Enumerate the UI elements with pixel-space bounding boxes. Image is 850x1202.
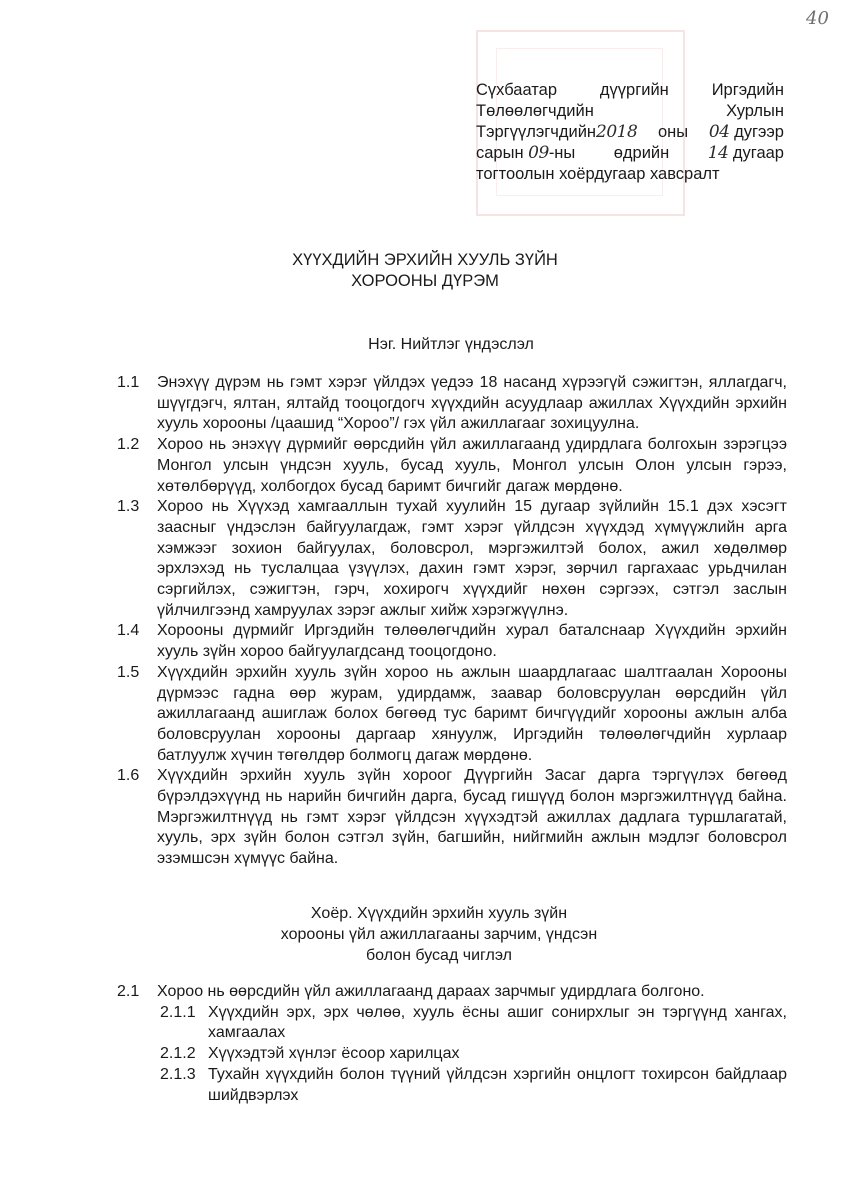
clause-1-3: 1.3 Хороо нь Хүүхэд хамгааллын тухай хуулийн 15 дугаар зүйлийн 15.1 дэх хэсэгт заасныг үндэслэн байгуулагдаж, гэмт хэрэг үйлдсэн хүүхдэд хүмүүжлийн арга хэмжээг зохион байгуулах, боловсрол, мэргэжилтэй болох, ажил хөдөлмөр эрхлэхэд нь туслалцаа үзүүлэх, дахин гэмт хэрэг, зөрчил гаргахаас урьдчилан сэргийлэх, сэжигтэн, гэрч, хохирогч хүүхдийг нөхөн сэргээх, сэтгэл заслын үйлчилгээнд хамруулах зэрэг ажлыг хийж хэрэгжүүлнэ. — [117, 498, 787, 619]
handwritten-day: 14 — [707, 143, 729, 163]
clause-1-5: 1.5 Хүүхдийн эрхийн хууль зүйн хороо нь ажлын шаардлагаас шалтгаалан Хорооны дүрмээс гадна өөр журам, удирдамж, заавар боловсруулан өөрсдийн үйл ажиллагаанд ашиглаж болох бөгөөд тус баримт бичгүүдийг хорооны ажлын алба боловсруулан хорооны даргаар хянуулж, Иргэдийн төлөөлөгчдийн хурлаар батлуулж хүчин төгөлдөр болмогц дагаж мөрдөнө. — [117, 663, 787, 764]
clause-1-6: 1.6 Хүүхдийн эрхийн хууль зүйн хороог Дүүргийн Засаг дарга тэргүүлэх бөгөөд бүрэлдэхүүнд нь нарийн бичгийн дарга, бусад гишүүд болон мэргэжилтнүүд байна. Мэргэжилтнүүд нь гэмт хэрэг үйлдсэн хүүхэдтэй ажиллах дадлага туршлагатай, хууль, эрх зүйн болон сэтгэл зүйн, багшийн, нийгмийн ажлын мэдлэг боловсрол эзэмшсэн хүмүүс байна. — [117, 767, 787, 868]
header-line-3: Тэргүүлэгчдийн2018 оны 04 дугээр — [476, 122, 784, 142]
section-2-title: Хоёр. Хүүхдийн эрхийн хууль зүйн хорооны үйл ажиллагааны зарчим, үндсэн болон бусад чиглэл — [280, 905, 598, 964]
header-line-2: Төлөөлөгчдийн Хурлын — [476, 102, 784, 120]
header-line-4: сарын 09-ны өдрийн 14 дугаар — [476, 143, 784, 163]
document-title: ХҮҮХДИЙН ЭРХИЙН ХУУЛЬ ЗҮЙН ХОРООНЫ ДҮРЭМ — [292, 251, 558, 290]
page-number: 40 — [806, 8, 829, 29]
section-2-clauses — [117, 982, 787, 1106]
handwritten-year: 2018 — [596, 122, 638, 142]
handwritten-month: 09 — [528, 143, 549, 163]
header-line-5: тогтоолын хоёрдугаар хавсралт — [476, 165, 720, 183]
annex-header — [476, 80, 784, 185]
clause-1-4: 1.4 Хорооны дүрмийг Иргэдийн төлөөлөгчдийн хурал баталснаар Хүүхдийн эрхийн хууль зүйн хороо байгуулагдсанд тооцогдоно. — [117, 622, 787, 661]
header-line-1: Сүхбаатар дүүргийн Иргэдийн — [476, 81, 784, 99]
section-1-title: Нэг. Нийтлэг үндэслэл — [368, 336, 534, 353]
handwritten-number: 04 — [708, 122, 730, 142]
clause-1-1: 1.1 Энэхүү дүрэм нь гэмт хэрэг үйлдэх үедээ 18 насанд хүрээгүй сэжигтэн, яллагдагч, шүүгдэгч, ялтан, ялтайд тооцогдогч хүүхдийн асуудлаар ажиллах Хүүхдийн эрхийн хууль хорооны /цаашид “Хороо”/ гэх үйл ажиллагааг зохицуулна. — [117, 374, 787, 433]
subclause-2-1-3: 2.1.3 Тухайн хүүхдийн болон түүний үйлдсэн хэргийн онцлогт тохирсон байдлаар шийдвэрлэх — [160, 1065, 787, 1104]
clause-2-1: 2.1 Хороо нь өөрсдийн үйл ажиллагаанд дараах зарчмыг удирдлага болгоно. — [117, 983, 705, 1000]
subclause-2-1-1: 2.1.1 Хүүхдийн эрх, эрх чөлөө, хууль ёсны ашиг сонирхлыг эн тэргүүнд хангах, хамгаалах — [160, 1003, 787, 1042]
clause-1-2: 1.2 Хороо нь энэхүү дүрмийг өөрсдийн үйл ажиллагаанд удирдлага болгохын зэрэгцээ Монгол улсын үндсэн хууль, бусад хууль, Монгол улсын Олон улсын гэрээ, хөтөлбөрүүд, холбогдох бусад баримт бичгийг дагаж мөрдөнө. — [117, 436, 787, 495]
subclause-2-1-2: 2.1.2 Хүүхэдтэй хүнлэг ёсоор харилцах — [160, 1045, 460, 1063]
section-1-clauses — [117, 373, 787, 870]
